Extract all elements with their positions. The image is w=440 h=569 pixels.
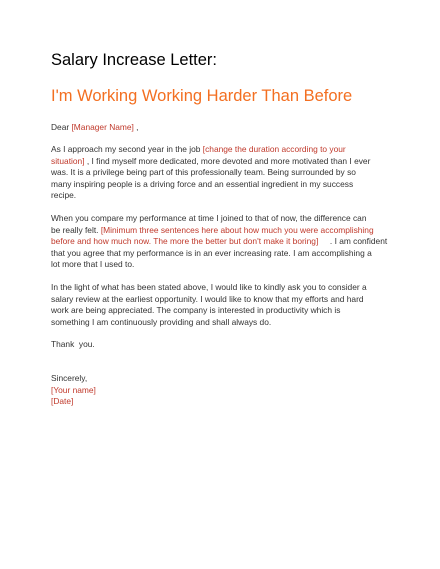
- duration-placeholder-end: situation]: [51, 155, 85, 166]
- paragraph-1-line-3: was. It is a privilege being part of this professionally team. Being surrounded by so: [51, 167, 356, 177]
- thanks-line: [51, 339, 396, 351]
- date-placeholder: [Date]: [51, 396, 74, 406]
- letter-subtitle: I'm Working Working Harder Than Before: [51, 87, 353, 105]
- paragraph-2: [51, 213, 396, 271]
- accomplishments-placeholder: [Minimum three sentences here about how much you were accomplishing: [100, 224, 374, 235]
- paragraph-3-line-3: work are being appreciated. The company is interested in productivity which is: [51, 305, 341, 315]
- duration-placeholder: [change the duration according to your: [202, 144, 346, 154]
- paragraph-1-text: As I approach my second year in the job: [51, 144, 203, 154]
- paragraph-1: [51, 144, 396, 202]
- signoff: Sincerely,: [51, 373, 88, 383]
- greeting-line: [51, 122, 396, 134]
- greeting-suffix: ,: [133, 122, 139, 132]
- manager-name-placeholder: [Manager Name]: [71, 122, 134, 132]
- closing-block: [51, 373, 396, 408]
- thanks-text: Thank you.: [51, 339, 95, 349]
- paragraph-1-line-5: recipe.: [51, 190, 77, 200]
- paragraph-2-line-2: [51, 225, 396, 237]
- greeting: [51, 122, 396, 134]
- greeting-prefix: Dear: [51, 122, 72, 132]
- paragraph-3: [51, 282, 396, 328]
- paragraph-2-text: be really felt.: [51, 224, 101, 235]
- paragraph-2-line-3: [51, 236, 396, 248]
- letter-title: Salary Increase Letter:: [51, 51, 217, 69]
- paragraph-1-line-2: [51, 156, 396, 168]
- paragraph-1-line-1: [51, 144, 396, 156]
- paragraph-2-line-1: When you compare my performance at time I joined to that of now, the difference can: [51, 213, 367, 223]
- accomplishments-placeholder-end: before and how much now. The more the better but don't make it boring]: [51, 236, 319, 246]
- your-name-placeholder: [Your name]: [51, 384, 96, 395]
- paragraph-3-line-4: something I am continuously providing and shall always do.: [51, 316, 272, 327]
- paragraph-1-line-4: many inspiring people is a driving force and an essential ingredient in my success: [51, 178, 354, 189]
- paragraph-2-line-5: lot more that I used to.: [51, 259, 135, 269]
- paragraph-2-line-4: that you agree that my performance is in an ever increasing rate. I am accomplishing a: [51, 247, 372, 258]
- paragraph-3-line-2: salary review at the earliest opportunity. I would like to know that my efforts and hard: [51, 293, 364, 304]
- paragraph-1-text: , I find myself more dedicated, more devoted and more motivated than I ever: [84, 155, 371, 166]
- paragraph-3-line-1: In the light of what has been stated above, I would like to kindly ask you to consider a: [51, 282, 367, 292]
- paragraph-2-text: . I am confident: [318, 236, 388, 246]
